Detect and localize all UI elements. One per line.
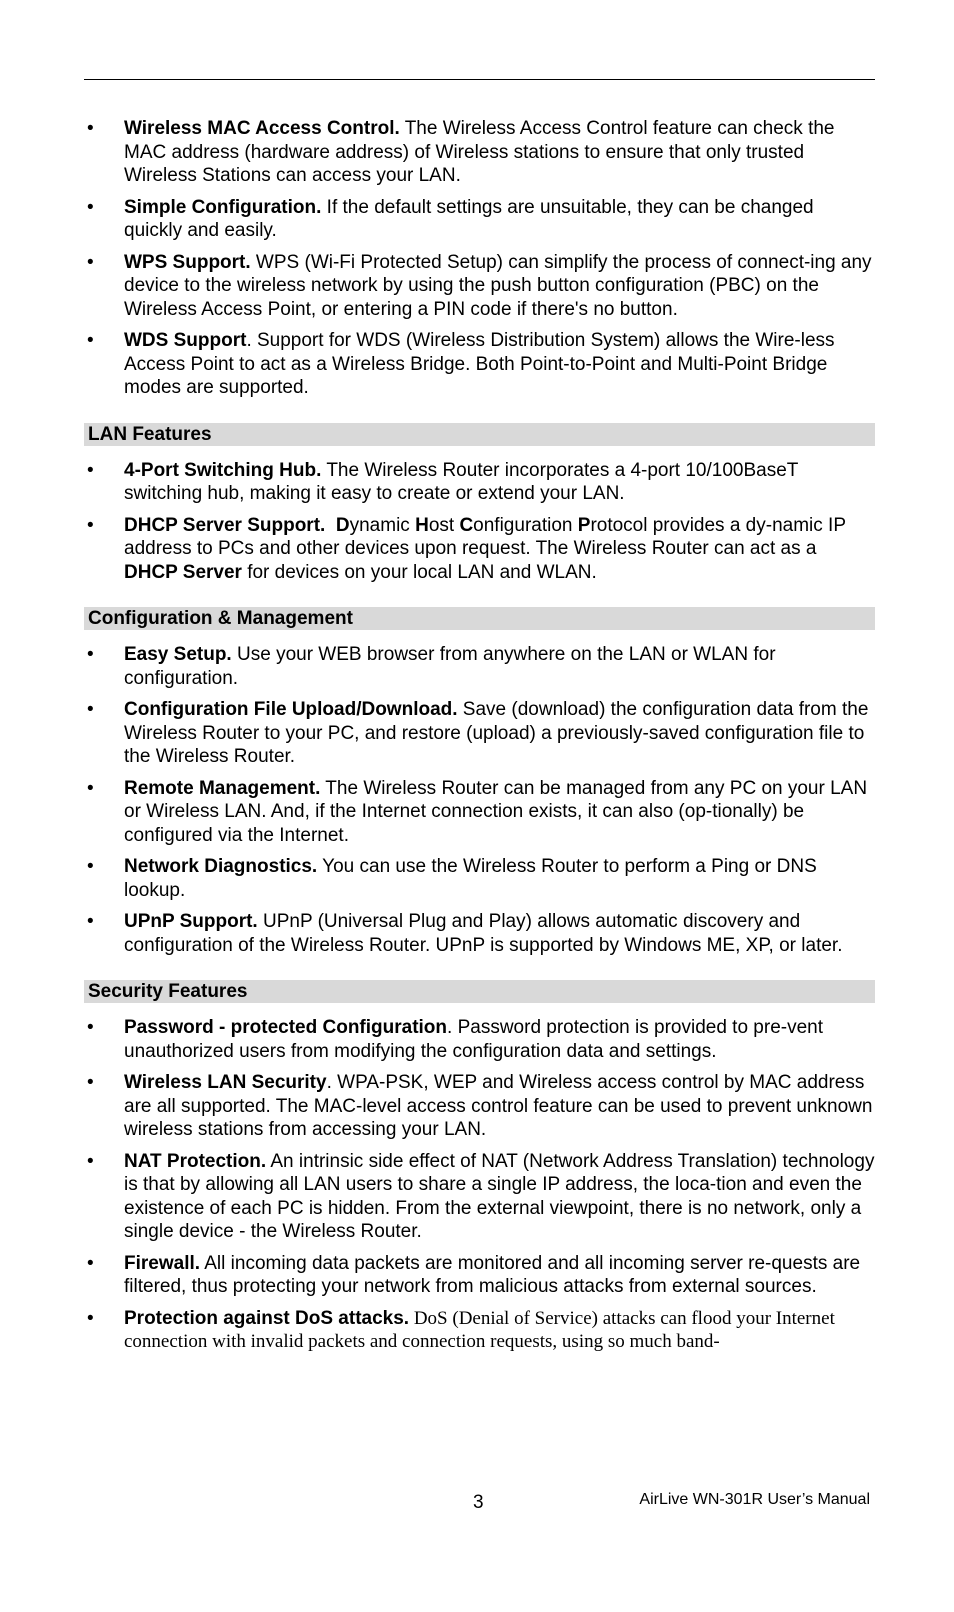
list-item <box>84 514 875 585</box>
emphasis: DHCP Server <box>124 561 242 583</box>
bullet-icon: • <box>87 251 94 273</box>
item-text: ynamic <box>349 514 416 536</box>
bullet-icon: • <box>87 1072 94 1093</box>
item-text: The Wireless Router can be managed from any PC on your LAN or Wireless LAN. And, if the Internet connection exists, it can also (op-tionally) be configured via the Internet. <box>124 777 868 846</box>
list-item <box>84 196 875 243</box>
bullet-icon: • <box>87 911 94 932</box>
bullet-icon: • <box>87 118 94 139</box>
list-item <box>84 1150 875 1244</box>
bullet-icon: • <box>87 330 94 351</box>
item-text: UPnP (Universal Plug and Play) allows automatic discovery and configuration of the Wireless Router. UPnP is supported by Windows ME, XP, or later. <box>124 911 843 956</box>
item-title: Wireless LAN Security <box>124 1072 327 1093</box>
item-text: rotocol provides a dy-namic IP address to PCs and other devices upon request. The Wireless Router can act as a <box>124 514 846 559</box>
item-title: Remote Management. <box>124 777 321 799</box>
item-title: WPS Support. <box>124 251 251 273</box>
page-content <box>84 117 875 1362</box>
list-item <box>84 698 875 769</box>
item-text: Use your WEB browser from anywhere on the LAN or WLAN for configuration. <box>124 644 776 689</box>
item-title: Network Diagnostics. <box>124 856 318 877</box>
item-text: . WPA-PSK, WEP and Wireless access control by MAC address are all supported. The MAC-level access control feature can be used to prevent unknown wireless stations from accessing your LAN. <box>124 1072 873 1140</box>
item-title: Wireless MAC Access Control. <box>124 118 400 139</box>
bullet-icon: • <box>87 644 94 665</box>
list-item <box>84 329 875 400</box>
acronym-letter: H <box>415 514 429 536</box>
item-title: Password - protected Configuration <box>124 1017 448 1038</box>
item-title: Simple Configuration. <box>124 196 322 218</box>
item-text: If the default settings are unsuitable, they can be changed quickly and easily. <box>124 196 814 241</box>
bullet-icon: • <box>87 1307 94 1329</box>
list-item <box>84 777 875 848</box>
list-item <box>84 910 875 957</box>
manual-title: AirLive WN-301R User’s Manual <box>639 1491 870 1508</box>
item-title: UPnP Support. <box>124 911 258 932</box>
item-title: NAT Protection. <box>124 1150 267 1172</box>
list-item <box>84 117 875 188</box>
item-title: Protection against DoS attacks. <box>124 1307 410 1329</box>
header-rule <box>84 79 875 80</box>
list-item <box>84 1071 875 1142</box>
item-title: Easy Setup. <box>124 644 232 665</box>
item-title: 4-Port Switching Hub. <box>124 459 322 481</box>
bullet-icon: • <box>87 777 94 799</box>
item-text: All incoming data packets are monitored and all incoming server re-quests are filtered, thus protecting your network from malicious attacks from external sources. <box>124 1252 861 1297</box>
item-title: DHCP Server Support. <box>124 514 326 536</box>
item-text: You can use the Wireless Router to perform a Ping or DNS lookup. <box>124 856 817 901</box>
item-title: Firewall. <box>124 1252 201 1274</box>
list-item <box>84 855 875 902</box>
page-number: 3 <box>473 1492 484 1513</box>
acronym-letter: P <box>577 514 591 536</box>
item-text: DoS (Denial of Service) attacks can flood your Internet connection with invalid packets and connection requests, using so much band- <box>124 1307 835 1352</box>
section-heading-lan: LAN Features <box>84 423 875 446</box>
bullet-icon: • <box>87 1017 94 1038</box>
list-item <box>84 1016 875 1063</box>
item-text: . Support for WDS (Wireless Distribution System) allows the Wire-less Access Point to act as a Wireless Bridge. Both Point-to-Point and Multi-Point Bridge modes are supported. <box>124 330 835 398</box>
list-item <box>84 1307 875 1354</box>
bullet-icon: • <box>87 856 94 877</box>
section-heading-security: Security Features <box>84 980 875 1003</box>
item-text: Save (download) the configuration data from the Wireless Router to your PC, and restore (upload) a previously-saved configuration file to the Wireless Router. <box>124 699 869 767</box>
item-title: WDS Support <box>124 330 247 351</box>
list-item <box>84 251 875 322</box>
acronym-letter: D <box>335 514 350 536</box>
bullet-icon: • <box>87 1252 94 1274</box>
acronym-letter: C <box>459 514 474 536</box>
list-item <box>84 643 875 690</box>
item-text: for devices on your local LAN and WLAN. <box>241 561 597 583</box>
bullet-icon: • <box>87 1150 94 1172</box>
item-text: ost <box>428 514 460 536</box>
item-text: onfiguration <box>473 514 578 536</box>
bullet-icon: • <box>87 699 94 720</box>
item-text: The Wireless Access Control feature can check the MAC address (hardware address) of Wireless stations to ensure that only trusted Wireless Stations can access your LAN. <box>124 118 835 186</box>
list-item <box>84 459 875 506</box>
item-text: An intrinsic side effect of NAT (Network Address Translation) technology is that by allowing all LAN users to share a single IP address, the loca-tion and even the existence of each PC is hidden. From the external viewpoint, there is no network, only a single device - the Wireless Router. <box>124 1150 875 1242</box>
bullet-icon: • <box>87 196 94 218</box>
item-title: Configuration File Upload/Download. <box>124 699 458 720</box>
bullet-icon: • <box>87 459 94 481</box>
section-heading-config: Configuration & Management <box>84 607 875 630</box>
bullet-icon: • <box>87 514 94 536</box>
list-item <box>84 1252 875 1299</box>
item-text: . Password protection is provided to pre-vent unauthorized users from modifying the configuration data and settings. <box>124 1017 823 1062</box>
item-text: The Wireless Router incorporates a 4-port 10/100BaseT switching hub, making it easy to create or extend your LAN. <box>124 459 799 504</box>
item-text: WPS (Wi-Fi Protected Setup) can simplify the process of connect-ing any device to the wireless network by using the push button configuration (PBC) on the Wireless Access Point, or entering a PIN code if there's no button. <box>124 251 872 320</box>
